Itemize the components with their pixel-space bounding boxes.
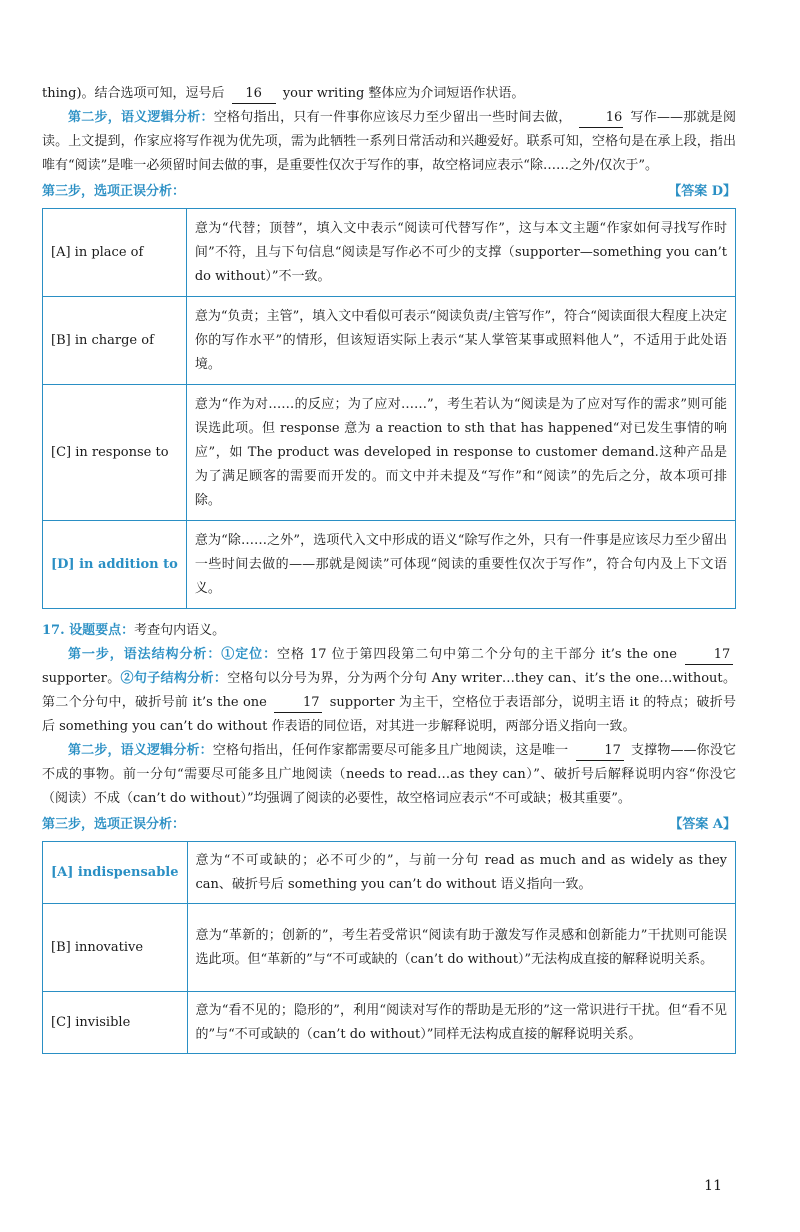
table-row [43, 209, 736, 297]
table-row [43, 904, 736, 992]
text: 空格句以分号为界，分为两个分句 Any writer…they can、it’s the one…without。第二个分句中，破折号前 it’s the one [42, 671, 736, 710]
q16-step3-header [42, 180, 736, 204]
page-number: 11 [704, 1178, 722, 1194]
option-explanation: 意为“代替；顶替”，填入文中表示“阅读可代替写作”，这与本文主题“作家如何寻找写作时间”不符，且与下句信息“阅读是写作必不可少的支撑（supporter—something you can’t do without）”不一致。 [186, 209, 735, 297]
q17-step2-paragraph [42, 739, 736, 811]
option-label: [C] invisible [43, 992, 188, 1054]
option-label: [B] in charge of [43, 297, 187, 385]
step-label: 第二步，语义逻辑分析： [68, 743, 213, 758]
text: 空格 17 位于第四段第二句中第二个分句的主干部分 it’s the one [277, 647, 677, 662]
q17-title [42, 619, 736, 643]
text: thing)。结合选项可知，逗号后 [42, 86, 225, 101]
answer-badge: 【答案 D】 [668, 184, 736, 199]
table-row [43, 992, 736, 1054]
text: 写作——那就是阅读。上文提到，作家应将写作视为优先项，需为此牺牲一系列日常活动和兴趣爱好。联系可知，空格句是在承上段，指出唯有“阅读”是唯一必须留时间去做的事，是重要性仅次于写作的事，故空格词应表示“除……之外/仅次于”。 [42, 110, 736, 173]
page-content [42, 82, 736, 1054]
table-row [43, 385, 736, 521]
option-label: [C] in response to [43, 385, 187, 521]
text: 考查句内语义。 [134, 623, 226, 638]
q17-step1-paragraph [42, 643, 736, 739]
option-explanation: 意为“作为对……的反应；为了应对……”，考生若认为“阅读是为了应对写作的需求”则可能误选此项。但 response 意为 a reaction to sth that has happened“对已发生事情的响应”，如 The product was developed in response to customer demand.这种产品是为了满足顾客的需要而开发的。而文中并未提及“写作”和“阅读”的先后之分，故本项可排除。 [186, 385, 735, 521]
q16-options-table [42, 208, 736, 609]
table-row [43, 521, 736, 609]
text: supporter。 [42, 671, 121, 686]
blank-16: 16 [579, 109, 623, 128]
option-explanation: 意为“革新的；创新的”，考生若受常识“阅读有助于激发写作灵感和创新能力”干扰则可能误选此项。但“革新的”与“不可或缺的（can’t do without）”无法构成直接的解释说明关系。 [187, 904, 735, 992]
step-label: 第一步，语法结构分析： [68, 647, 222, 662]
text: 空格句指出，只有一件事你应该尽力至少留出一些时间去做， [213, 110, 572, 125]
option-explanation: 意为“负责；主管”，填入文中看似可表示“阅读负责/主管写作”，符合“阅读面很大程度上决定你的写作水平”的情形，但该短语实际上表示“某人掌管某事或照料他人”，不适用于此处语境。 [186, 297, 735, 385]
option-explanation: 意为“看不见的；隐形的”，利用“阅读对写作的帮助是无形的”这一常识进行干扰。但“看不见的”与“不可或缺的（can’t do without）”同样无法构成直接的解释说明关系。 [187, 992, 735, 1054]
text: 空格句指出，任何作家都需要尽可能多且广地阅读，这是唯一 [212, 743, 569, 758]
sub-label: ①定位： [221, 647, 278, 662]
option-explanation: 意为“除……之外”，选项代入文中形成的语义“除写作之外，只有一件事是应该尽力至少留出一些时间去做的——那就是阅读”可体现“阅读的重要性仅次于写作”，符合句内及上下文语义。 [186, 521, 735, 609]
option-label: [B] innovative [43, 904, 188, 992]
q17-options-table [42, 841, 736, 1054]
blank-16: 16 [232, 85, 276, 104]
continuation-paragraph [42, 82, 736, 106]
sub-label: ②句子结构分析： [120, 671, 228, 686]
blank-17: 17 [274, 694, 322, 713]
option-explanation: 意为“不可或缺的；必不可少的”，与前一分句 read as much and as widely as they can、破折号后 something you can’t do without 语义指向一致。 [187, 842, 735, 904]
option-label-correct: [A] indispensable [43, 842, 188, 904]
text: 支撑物——你没它不成的事物。前一分句“需要尽可能多且广地阅读（needs to read…as they can）”、破折号后解释说明内容“你没它（阅读）不成（can’t do without）”均强调了阅读的必要性，故空格词应表示“不可或缺；极其重要”。 [42, 743, 736, 806]
step-label: 第二步，语义逻辑分析： [68, 110, 214, 125]
option-label-correct: [D] in addition to [43, 521, 187, 609]
question-title: 17. 设题要点： [42, 623, 135, 638]
option-label: [A] in place of [43, 209, 187, 297]
table-row [43, 297, 736, 385]
blank-17: 17 [576, 742, 624, 761]
step-label: 第三步，选项正误分析： [42, 184, 186, 199]
blank-17: 17 [685, 646, 733, 665]
q17-step3-header [42, 813, 736, 837]
table-row [43, 842, 736, 904]
q16-step2-paragraph [42, 106, 736, 178]
answer-badge: 【答案 A】 [669, 817, 736, 832]
text: your writing 整体应为介词短语作状语。 [282, 86, 525, 101]
step-label: 第三步，选项正误分析： [42, 817, 186, 832]
text: supporter 为主干，空格位于表语部分，说明主语 it 的特点；破折号后 something you can’t do without 作表语的同位语，对其进一步解释说明，两部分语义指向一致。 [42, 695, 737, 734]
